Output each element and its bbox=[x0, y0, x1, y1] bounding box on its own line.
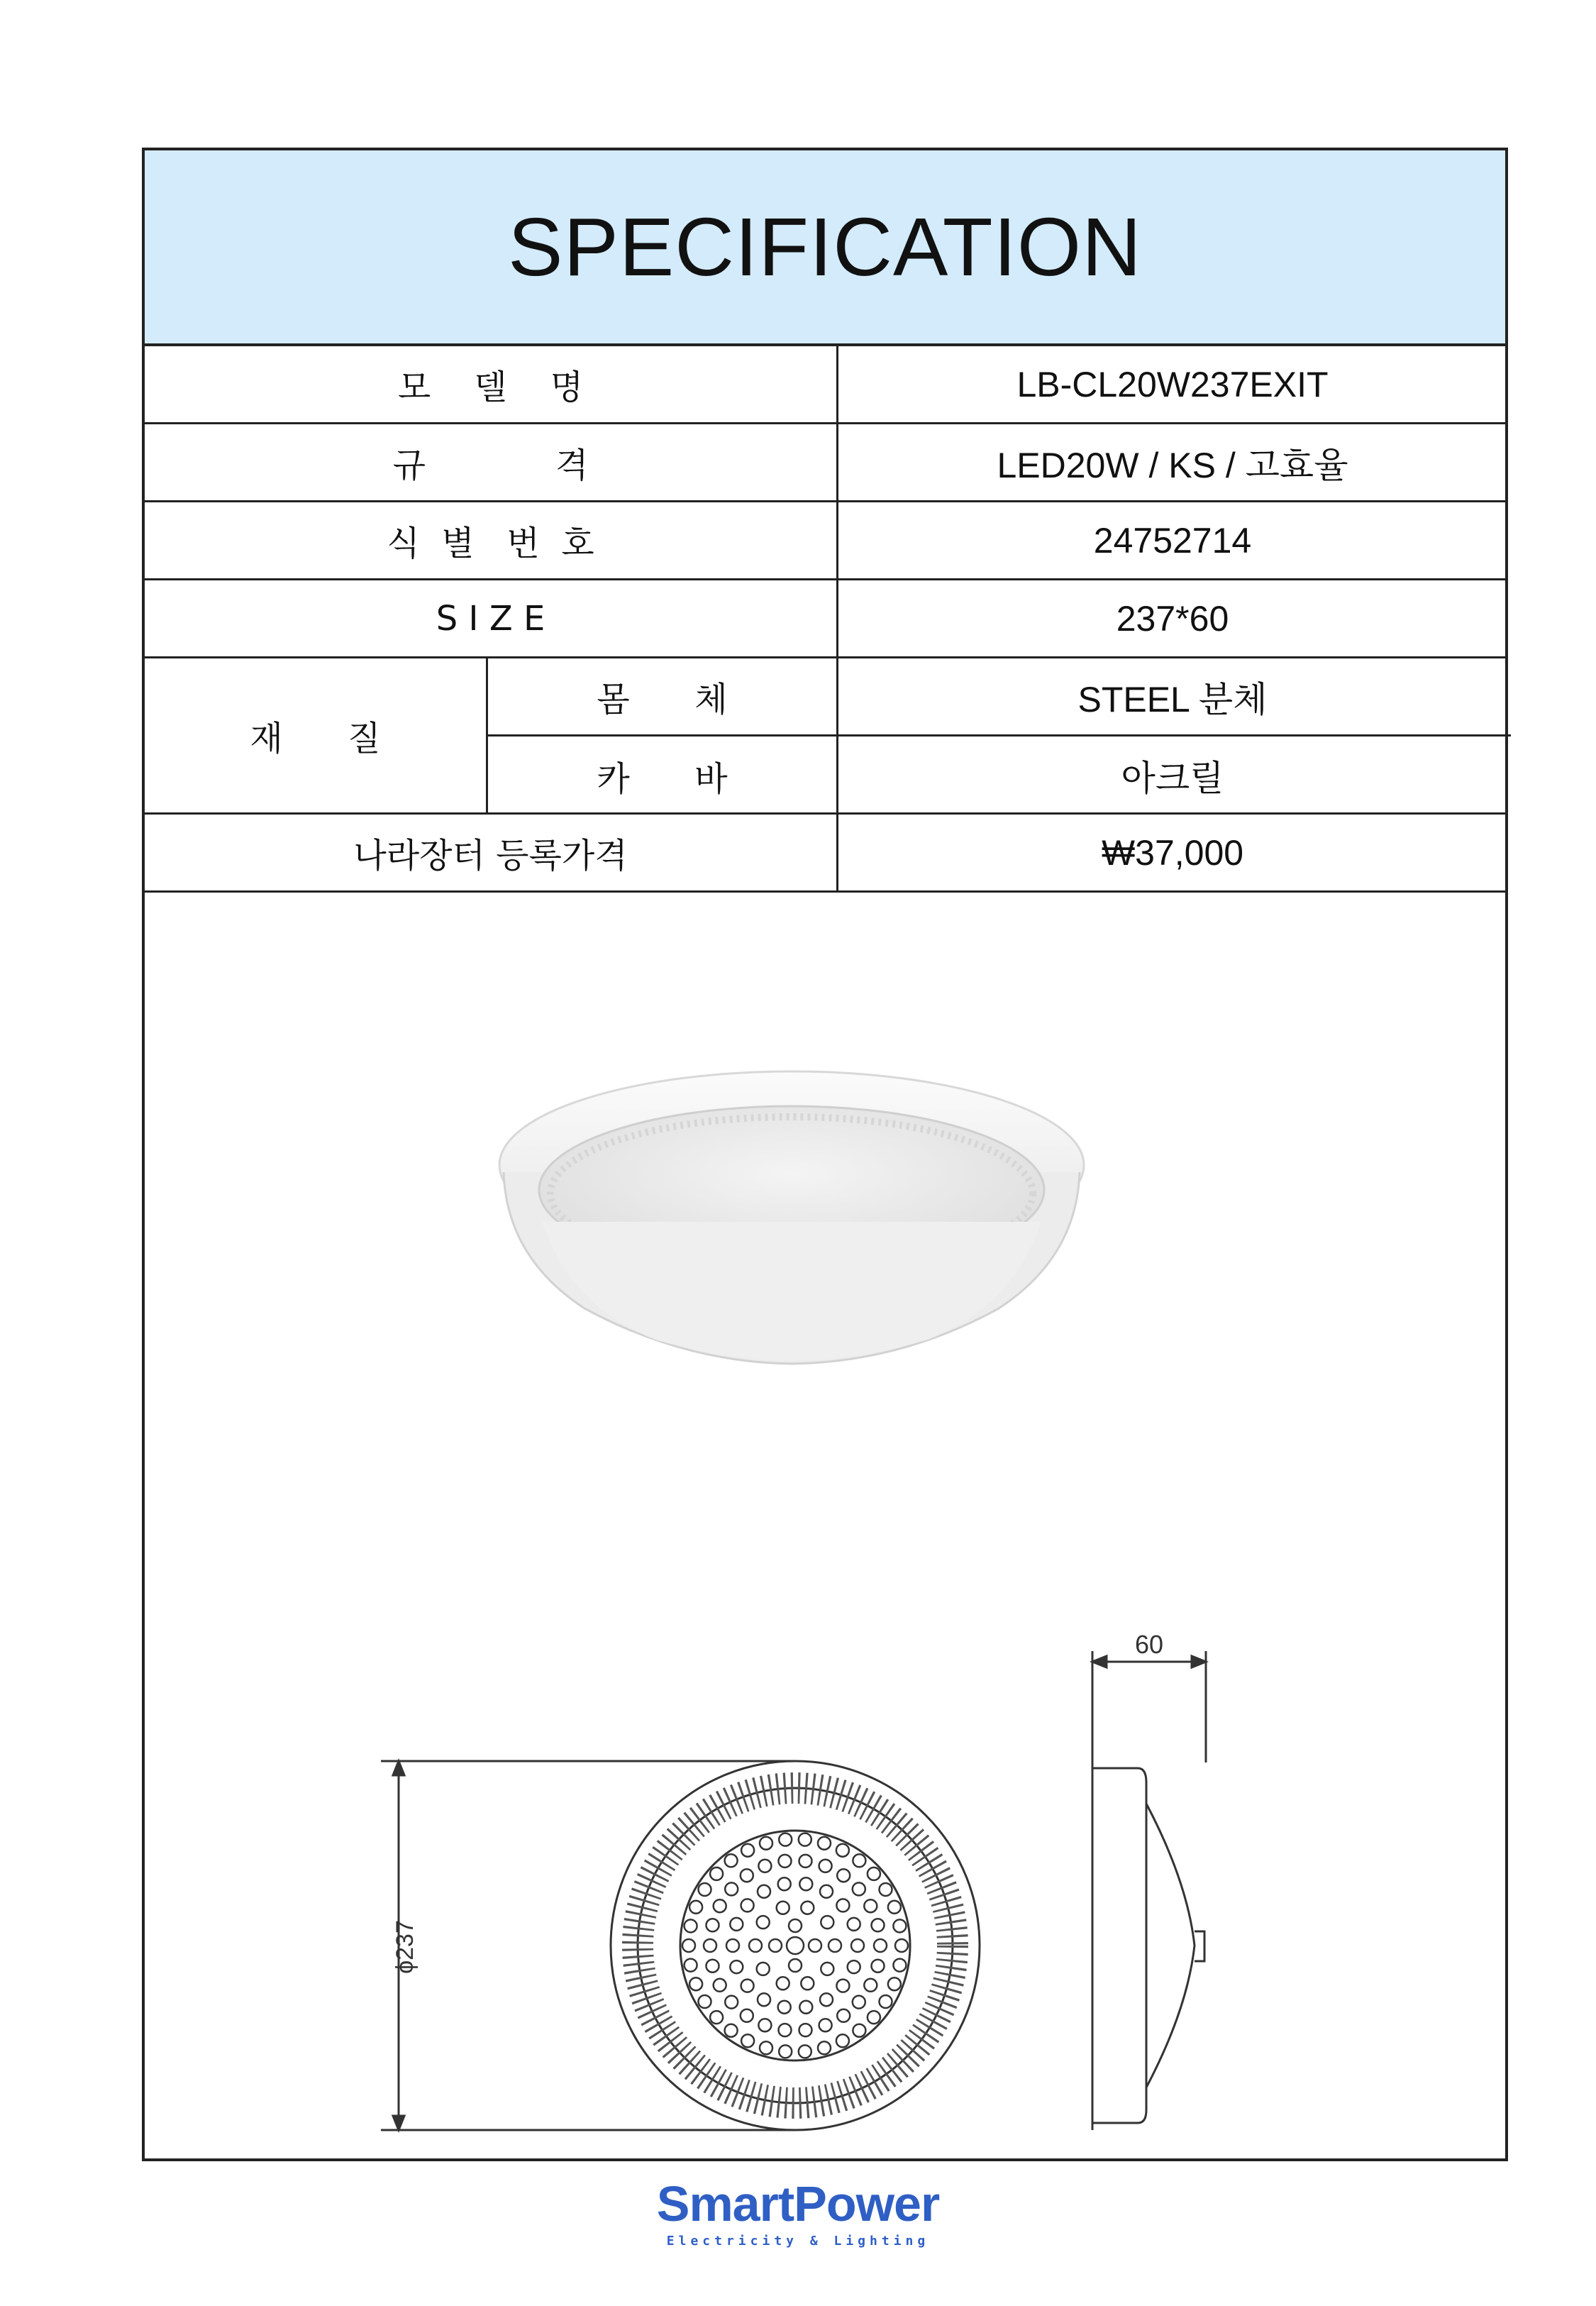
front-view-drawing bbox=[381, 1761, 980, 2130]
led-dot bbox=[779, 1833, 792, 1846]
led-dot bbox=[706, 1960, 719, 1973]
led-dot bbox=[872, 1919, 885, 1931]
spec-sheet bbox=[142, 148, 1508, 2161]
led-dot bbox=[741, 1844, 754, 1857]
led-dot bbox=[725, 1854, 738, 1867]
lamp-photo bbox=[499, 1071, 1084, 1364]
led-dot bbox=[725, 2024, 738, 2037]
size-label: S I Z E bbox=[145, 580, 838, 656]
brand-logo bbox=[0, 2175, 1596, 2249]
row-material-body bbox=[488, 658, 1511, 737]
led-dot bbox=[868, 1868, 880, 1880]
led-dot bbox=[758, 1993, 770, 2006]
led-dot bbox=[821, 1963, 833, 1975]
led-dot bbox=[848, 1918, 860, 1931]
cover-value: 아크릴 bbox=[1121, 758, 1224, 798]
led-dot bbox=[741, 2009, 753, 2022]
led-dot bbox=[864, 1899, 877, 1912]
led-dot bbox=[837, 2009, 850, 2022]
led-dot bbox=[769, 1939, 782, 1952]
led-dot bbox=[730, 1960, 743, 1973]
led-dot bbox=[848, 1960, 860, 1973]
dimension-width: 60 bbox=[1134, 1630, 1164, 1659]
led-dot bbox=[836, 1844, 849, 1857]
led-dot bbox=[689, 1977, 702, 1990]
led-dot bbox=[741, 2034, 754, 2047]
row-size bbox=[145, 580, 1505, 658]
led-dot bbox=[760, 2041, 772, 2054]
led-dot bbox=[789, 1959, 802, 1972]
model-label: 모 델 명 bbox=[145, 346, 838, 422]
led-dot bbox=[726, 1939, 739, 1952]
led-dot bbox=[799, 2001, 812, 2014]
led-dot bbox=[853, 2024, 865, 2037]
led-dot bbox=[801, 1977, 814, 1990]
row-id bbox=[145, 502, 1505, 580]
led-dot bbox=[853, 1854, 865, 1867]
led-dot bbox=[872, 1960, 885, 1973]
body-value: STEEL 분체 bbox=[1077, 679, 1268, 719]
led-dot bbox=[758, 1885, 770, 1898]
led-dot bbox=[710, 1868, 723, 1880]
led-dot bbox=[760, 1837, 772, 1850]
row-price bbox=[145, 815, 1505, 893]
body-label: 몸 체 bbox=[488, 658, 838, 734]
led-dot bbox=[819, 1860, 832, 1872]
led-dot bbox=[749, 1939, 762, 1952]
spec-value: LED20W / KS / 고효율 bbox=[997, 445, 1348, 485]
led-dot bbox=[741, 1869, 753, 1882]
led-dot bbox=[778, 2001, 791, 2014]
material-label: 재 질 bbox=[145, 658, 488, 812]
size-value: 237*60 bbox=[1116, 598, 1229, 639]
led-dot bbox=[714, 1979, 726, 1992]
led-dot bbox=[820, 1885, 833, 1898]
led-dot bbox=[893, 1959, 906, 1972]
led-dot bbox=[880, 1995, 892, 2008]
led-dot bbox=[689, 1901, 702, 1914]
led-dot bbox=[801, 1902, 814, 1914]
led-dot bbox=[853, 1882, 865, 1895]
id-value: 24752714 bbox=[1093, 520, 1252, 561]
center-led-dot bbox=[787, 1937, 804, 1954]
row-spec bbox=[145, 424, 1505, 502]
led-dot bbox=[779, 2024, 792, 2036]
led-dot bbox=[820, 1993, 833, 2006]
led-dot bbox=[799, 1833, 811, 1846]
led-dot bbox=[868, 2011, 880, 2024]
led-dot bbox=[799, 1877, 812, 1890]
led-dot bbox=[699, 1883, 711, 1896]
led-dot bbox=[777, 1977, 789, 1990]
led-dot bbox=[710, 2011, 723, 2024]
product-figure-area bbox=[145, 888, 1505, 2158]
led-dot bbox=[821, 1916, 833, 1929]
id-label: 식 별 번 호 bbox=[145, 502, 838, 578]
led-dot bbox=[757, 1963, 770, 1975]
led-dot bbox=[685, 1919, 697, 1932]
model-value: LB-CL20W237EXIT bbox=[1016, 364, 1329, 404]
led-dot bbox=[757, 1916, 770, 1929]
page-title: SPECIFICATION bbox=[145, 150, 1505, 346]
brand-tagline: Electricity & Lighting bbox=[666, 2234, 930, 2249]
led-dot bbox=[741, 1899, 754, 1911]
led-dot bbox=[758, 2019, 771, 2031]
led-dot bbox=[836, 1980, 849, 1992]
led-dot bbox=[895, 1939, 908, 1952]
led-dot bbox=[819, 2019, 832, 2031]
led-dot bbox=[836, 2034, 849, 2047]
led-dot bbox=[799, 2024, 812, 2036]
led-dot bbox=[888, 1977, 901, 1990]
brand-name: SmartPower bbox=[656, 2176, 940, 2231]
led-dot bbox=[853, 1996, 865, 2009]
cover-label: 카 바 bbox=[488, 737, 838, 815]
led-dot bbox=[818, 1837, 831, 1850]
price-value: ₩37,000 bbox=[1101, 832, 1244, 873]
led-dot bbox=[836, 1899, 849, 1911]
led-dot bbox=[704, 1939, 716, 1952]
led-dot bbox=[725, 1882, 738, 1895]
led-dot bbox=[706, 1919, 719, 1931]
led-dot bbox=[779, 1855, 792, 1868]
product-illustration bbox=[145, 888, 1505, 2158]
led-dot bbox=[777, 1902, 789, 1914]
led-dot bbox=[893, 1919, 906, 1932]
led-dot bbox=[888, 1901, 901, 1914]
dimension-diameter: ϕ237 bbox=[392, 1920, 419, 1974]
row-material bbox=[145, 658, 1505, 815]
led-dot bbox=[829, 1939, 841, 1952]
led-dot bbox=[799, 2045, 811, 2058]
led-dot bbox=[818, 2041, 831, 2054]
spec-label: 규 격 bbox=[145, 424, 838, 500]
led-dot bbox=[725, 1996, 738, 2009]
led-dot bbox=[837, 1869, 850, 1882]
led-dot bbox=[874, 1939, 887, 1952]
price-label: 나라장터 등록가격 bbox=[145, 815, 838, 890]
led-dot bbox=[714, 1899, 726, 1912]
led-dot bbox=[741, 1980, 754, 1992]
row-material-cover bbox=[488, 737, 1511, 815]
led-dot bbox=[778, 1877, 791, 1890]
led-dot bbox=[685, 1959, 697, 1972]
led-dot bbox=[851, 1939, 864, 1952]
led-dot bbox=[682, 1939, 695, 1952]
row-model bbox=[145, 346, 1505, 424]
led-dot bbox=[779, 2045, 792, 2058]
led-dot bbox=[880, 1883, 892, 1896]
led-dot bbox=[758, 1860, 771, 1872]
side-view-drawing bbox=[1092, 1651, 1206, 2130]
led-dot bbox=[799, 1855, 812, 1868]
led-dot bbox=[864, 1979, 877, 1992]
led-dot bbox=[699, 1995, 711, 2008]
led-dot bbox=[730, 1918, 743, 1931]
led-dot bbox=[789, 1919, 802, 1932]
led-dot bbox=[809, 1939, 821, 1952]
